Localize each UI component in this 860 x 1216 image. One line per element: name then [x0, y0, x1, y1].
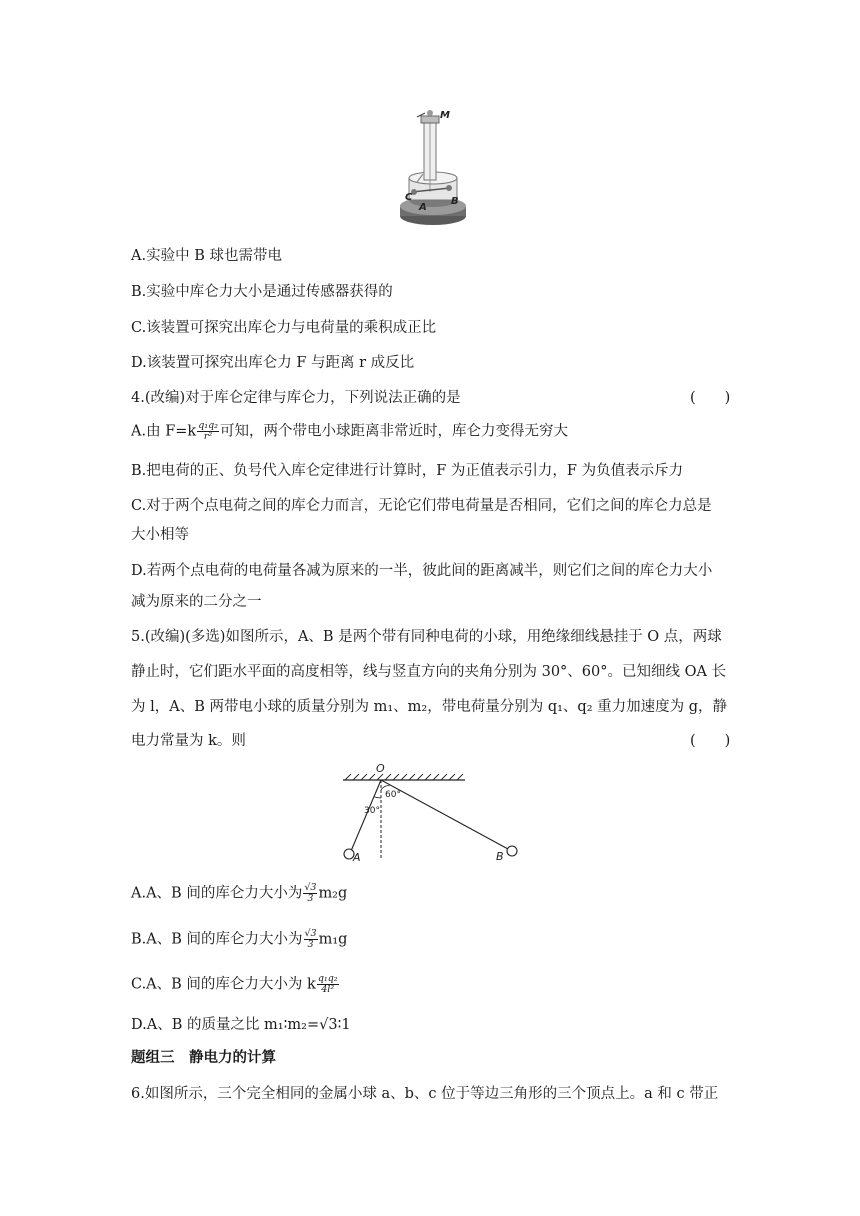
suspended-balls-figure: [335, 760, 530, 865]
q4-option-d-line1: D.若两个点电荷的电荷量各减为原来的一半，彼此间的距离减半，则它们之间的库仑力大小: [131, 563, 713, 579]
label-60deg: 60°: [385, 790, 401, 800]
q3-option-a: A.实验中 B 球也需带电: [131, 248, 282, 264]
fraction-numerator: q₁q₂: [317, 973, 338, 984]
q4-answer-paren: ( ): [690, 390, 731, 406]
q3-option-b: B.实验中库仑力大小是通过传感器获得的: [131, 284, 393, 300]
q5-option-c-pre: C.A、B 间的库仑力大小为 k: [131, 976, 316, 993]
q4-option-c-line2: 大小相等: [131, 527, 189, 543]
fraction-denominator: 3: [307, 893, 314, 904]
q5-option-b: [131, 929, 731, 950]
q5-stem-line2: 静止时，它们距水平面的高度相等，线与竖直方向的夹角分别为 30°、60°。已知细线 OA 长: [131, 664, 727, 680]
q5-option-a-post: m₂g: [318, 885, 348, 902]
q4-option-c-line1: C.对于两个点电荷之间的库仑力而言，无论它们带电荷量是否相同，它们之间的库仑力总是: [131, 498, 712, 514]
q4-option-a-pre: A.由 F=k: [131, 423, 197, 440]
fraction-numerator: q₁q₂: [198, 420, 218, 431]
label-O: O: [376, 762, 385, 775]
label-C: C: [405, 192, 413, 203]
q5-stem-line3: 为 l，A、B 两带电小球的质量分别为 m₁、m₂，带电荷量分别为 q₁、q₂ 重力加速度为 g，静: [131, 699, 728, 715]
label-A: A: [419, 202, 427, 213]
q3-option-c: C.该装置可探究出库仑力与电荷量的乘积成正比: [131, 320, 437, 336]
label-30deg: 30°: [364, 806, 380, 816]
q5-stem-line1: 5.(改编)(多选)如图所示，A、B 是两个带有同种电荷的小球，用绝缘细线悬挂于 O 点，两球: [131, 629, 722, 645]
q4-option-b: B.把电荷的正、负号代入库仑定律进行计算时，F 为正值表示引力，F 为负值表示斥力: [131, 463, 684, 479]
fraction-denominator: r²: [203, 431, 213, 442]
label-B: B: [496, 850, 504, 863]
q5-option-a-pre: A.A、B 间的库仑力大小为: [131, 885, 303, 902]
q4-option-a-post: 可知，两个带电小球距离非常近时，库仑力变得无穷大: [219, 423, 568, 440]
label-A: A: [353, 851, 361, 864]
fraction-numerator: √3: [304, 928, 317, 939]
coulomb-fraction: [317, 974, 339, 995]
section-heading: 题组三 静电力的计算: [131, 1050, 276, 1066]
label-M: M: [440, 110, 450, 121]
label-B: B: [451, 196, 459, 207]
coulomb-apparatus-figure: [395, 108, 475, 236]
q5-option-c: [131, 974, 731, 995]
sqrt3-over-3-fraction: [304, 929, 318, 950]
q4-stem: 4.(改编)对于库仑定律与库仑力，下列说法正确的是: [131, 390, 461, 406]
q5-option-d: D.A、B 的质量之比 m₁∶m₂=√3∶1: [131, 1017, 351, 1033]
q4-option-d-line2: 减为原来的二分之一: [131, 594, 262, 610]
q4-option-a: [131, 421, 731, 442]
q5-answer-paren: ( ): [690, 733, 731, 749]
q5-stem-line4: 电力常量为 k。则: [131, 733, 246, 749]
q6-stem-line1: 6.如图所示，三个完全相同的金属小球 a、b、c 位于等边三角形的三个顶点上。a 和 c 带正: [131, 1086, 719, 1102]
q5-option-b-pre: B.A、B 间的库仑力大小为: [131, 931, 303, 948]
q4-formula-fraction: [197, 421, 219, 442]
q3-option-d: D.该装置可探究出库仑力 F 与距离 r 成反比: [131, 355, 415, 371]
fraction-numerator: √3: [304, 882, 317, 893]
q5-option-a: [131, 883, 731, 904]
q5-option-b-post: m₁g: [318, 931, 348, 948]
fraction-denominator: 4l²: [321, 984, 335, 995]
sqrt3-over-3-fraction: [303, 883, 317, 904]
fraction-denominator: 3: [307, 939, 314, 950]
